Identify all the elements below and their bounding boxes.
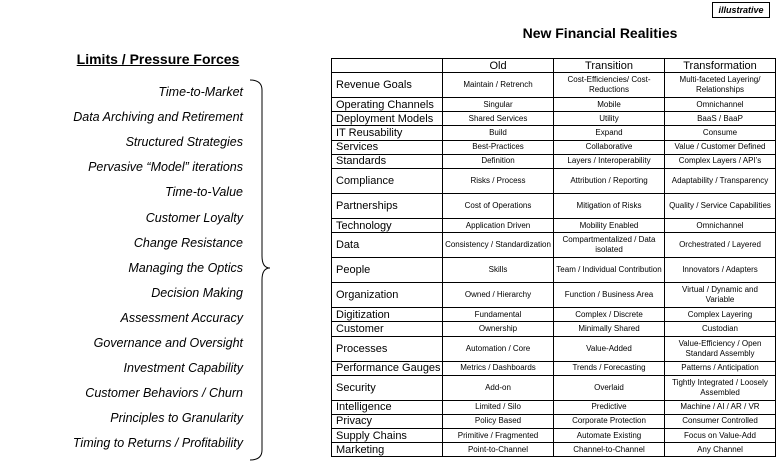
table-row xyxy=(332,429,776,443)
cell-transformation: Orchestrated / Layered xyxy=(665,233,776,258)
row-category: Partnerships xyxy=(332,193,443,218)
cell-old: Ownership xyxy=(443,322,554,336)
cell-old: Best-Practices xyxy=(443,140,554,154)
cell-old: Primitive / Fragmented xyxy=(443,429,554,443)
row-category: Intelligence xyxy=(332,400,443,414)
table-row xyxy=(332,361,776,375)
cell-transformation: Complex Layering xyxy=(665,308,776,322)
cell-transition: Mobile xyxy=(554,98,665,112)
row-category: Performance Gauges xyxy=(332,361,443,375)
cell-transformation: Consume xyxy=(665,126,776,140)
table-row xyxy=(332,322,776,336)
row-category: Revenue Goals xyxy=(332,73,443,98)
cell-old: Owned / Hierarchy xyxy=(443,283,554,308)
cell-old: Policy Based xyxy=(443,414,554,428)
cell-transformation: Value-Efficiency / Open Standard Assembly xyxy=(665,336,776,361)
forces-list xyxy=(0,0,243,466)
cell-transition: Predictive xyxy=(554,400,665,414)
table-row xyxy=(332,218,776,232)
table-row xyxy=(332,168,776,193)
cell-old: Build xyxy=(443,126,554,140)
row-category: Privacy xyxy=(332,414,443,428)
force-item: Customer Loyalty xyxy=(145,210,243,225)
table-row xyxy=(332,73,776,98)
table-row xyxy=(332,126,776,140)
cell-transition: Minimally Shared xyxy=(554,322,665,336)
cell-old: Maintain / Retrench xyxy=(443,73,554,98)
cell-old: Definition xyxy=(443,154,554,168)
header-blank xyxy=(332,59,443,73)
row-category: Data xyxy=(332,233,443,258)
table-row xyxy=(332,443,776,457)
cell-transformation: Value / Customer Defined xyxy=(665,140,776,154)
cell-transition: Mitigation of Risks xyxy=(554,193,665,218)
cell-old: Consistency / Standardization xyxy=(443,233,554,258)
cell-transformation: Omnichannel xyxy=(665,98,776,112)
header-transformation: Transformation xyxy=(665,59,776,73)
force-item: Customer Behaviors / Churn xyxy=(85,386,243,401)
force-item: Principles to Granularity xyxy=(110,411,243,426)
cell-transition: Compartmentalized / Data isolated xyxy=(554,233,665,258)
cell-old: Shared Services xyxy=(443,112,554,126)
cell-transition: Function / Business Area xyxy=(554,283,665,308)
cell-transformation: Focus on Value-Add xyxy=(665,429,776,443)
row-category: Supply Chains xyxy=(332,429,443,443)
table-row xyxy=(332,112,776,126)
cell-transformation: Machine / AI / AR / VR xyxy=(665,400,776,414)
curly-brace xyxy=(244,78,274,462)
force-item: Governance and Oversight xyxy=(93,336,243,350)
force-item: Pervasive “Model” iterations xyxy=(88,160,243,175)
table-row xyxy=(332,154,776,168)
cell-transition: Attribution / Reporting xyxy=(554,168,665,193)
cell-old: Point-to-Channel xyxy=(443,443,554,457)
page-title: New Financial Realities xyxy=(522,25,678,41)
table-row xyxy=(332,193,776,218)
cell-transformation: BaaS / BaaP xyxy=(665,112,776,126)
cell-transition: Corporate Protection xyxy=(554,414,665,428)
row-category: Marketing xyxy=(332,443,443,457)
cell-transition: Automate Existing xyxy=(554,429,665,443)
limits-title: Limits / Pressure Forces xyxy=(76,51,240,67)
cell-old: Metrics / Dashboards xyxy=(443,361,554,375)
cell-transition: Overlaid xyxy=(554,375,665,400)
row-category: IT Reusability xyxy=(332,126,443,140)
row-category: Customer xyxy=(332,322,443,336)
cell-transition: Mobility Enabled xyxy=(554,218,665,232)
header-transition: Transition xyxy=(554,59,665,73)
force-item: Structured Strategies xyxy=(125,135,243,150)
force-item: Time-to-Value xyxy=(165,185,243,200)
cell-transition: Trends / Forecasting xyxy=(554,361,665,375)
table-row xyxy=(332,375,776,400)
header-old: Old xyxy=(443,59,554,73)
cell-transition: Layers / Interoperability xyxy=(554,154,665,168)
cell-transition: Expand xyxy=(554,126,665,140)
cell-transformation: Consumer Controlled xyxy=(665,414,776,428)
cell-transition: Utility xyxy=(554,112,665,126)
force-item: Decision Making xyxy=(151,285,243,300)
force-item: Data Archiving and Retirement xyxy=(73,110,243,125)
table-row xyxy=(332,140,776,154)
force-item: Managing the Optics xyxy=(128,260,243,275)
row-category: Technology xyxy=(332,218,443,232)
cell-transformation: Custodian xyxy=(665,322,776,336)
table-row xyxy=(332,308,776,322)
force-item: Investment Capability xyxy=(123,361,243,376)
table-row xyxy=(332,283,776,308)
realities-table xyxy=(331,58,776,457)
cell-transformation: Adaptability / Transparency xyxy=(665,168,776,193)
row-category: Standards xyxy=(332,154,443,168)
cell-transformation: Virtual / Dynamic and Variable xyxy=(665,283,776,308)
cell-transformation: Innovators / Adapters xyxy=(665,258,776,283)
cell-transition: Team / Individual Contribution xyxy=(554,258,665,283)
table-row xyxy=(332,98,776,112)
row-category: Compliance xyxy=(332,168,443,193)
cell-old: Singular xyxy=(443,98,554,112)
cell-old: Application Driven xyxy=(443,218,554,232)
cell-transformation: Multi-faceted Layering/ Relationships xyxy=(665,73,776,98)
table-row xyxy=(332,336,776,361)
table-row xyxy=(332,414,776,428)
cell-old: Skills xyxy=(443,258,554,283)
table-row xyxy=(332,233,776,258)
cell-transformation: Omnichannel xyxy=(665,218,776,232)
row-category: Services xyxy=(332,140,443,154)
row-category: Security xyxy=(332,375,443,400)
row-category: Organization xyxy=(332,283,443,308)
cell-transition: Collaborative xyxy=(554,140,665,154)
cell-old: Risks / Process xyxy=(443,168,554,193)
table-header-row xyxy=(332,59,776,73)
force-item: Assessment Accuracy xyxy=(120,310,243,325)
row-category: People xyxy=(332,258,443,283)
row-category: Deployment Models xyxy=(332,112,443,126)
cell-transformation: Complex Layers / API’s xyxy=(665,154,776,168)
cell-transformation: Patterns / Anticipation xyxy=(665,361,776,375)
illustrative-badge: illustrative xyxy=(712,2,770,18)
force-item: Change Resistance xyxy=(133,235,243,250)
table-row xyxy=(332,258,776,283)
force-item: Time-to-Market xyxy=(158,85,243,99)
row-category: Processes xyxy=(332,336,443,361)
cell-old: Automation / Core xyxy=(443,336,554,361)
table-row xyxy=(332,400,776,414)
cell-old: Add-on xyxy=(443,375,554,400)
cell-transformation: Any Channel xyxy=(665,443,776,457)
cell-transformation: Tightly Integrated / Loosely Assembled xyxy=(665,375,776,400)
cell-old: Cost of Operations xyxy=(443,193,554,218)
cell-transformation: Quality / Service Capabilities xyxy=(665,193,776,218)
force-item: Timing to Returns / Profitability xyxy=(72,436,243,451)
cell-transition: Complex / Discrete xyxy=(554,308,665,322)
cell-old: Fundamental xyxy=(443,308,554,322)
cell-old: Limited / Silo xyxy=(443,400,554,414)
cell-transition: Cost-Efficiencies/ Cost-Reductions xyxy=(554,73,665,98)
row-category: Digitization xyxy=(332,308,443,322)
cell-transition: Value-Added xyxy=(554,336,665,361)
cell-transition: Channel-to-Channel xyxy=(554,443,665,457)
row-category: Operating Channels xyxy=(332,98,443,112)
